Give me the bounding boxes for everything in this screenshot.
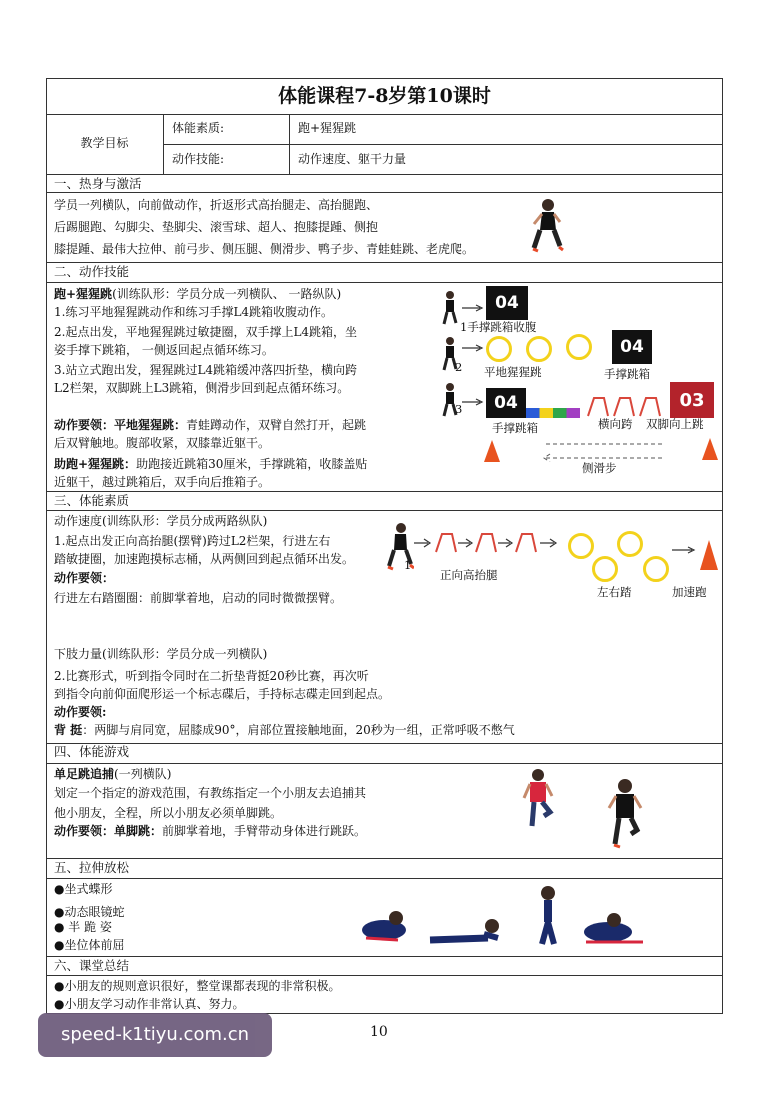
arrow-icon: [462, 398, 484, 406]
divider: [46, 192, 723, 193]
arrow-icon: [672, 546, 696, 554]
diagram-caption: 平地猩猩跳: [484, 365, 542, 379]
game-req-text: 前脚掌着地，手臂带动身体进行跳跃。: [162, 824, 367, 838]
divider: [46, 174, 723, 175]
speed-req-text: 行进左右踏圈圈：前脚掌着地，启动的同时微微摆臂。: [54, 591, 343, 605]
agility-ring: [568, 533, 594, 559]
section-heading-warmup: 一、热身与激活: [54, 176, 142, 191]
divider: [164, 144, 723, 145]
game-formation: (一列横队): [114, 767, 172, 781]
section-heading-stretch: 五、拉伸放松: [54, 860, 130, 875]
agility-ring: [526, 336, 552, 362]
warmup-line: 后踢腿跑、勾脚尖、垫脚尖、滚雪球、超人、抱膝提踵、侧抱: [54, 220, 379, 234]
folding-mat: [526, 408, 580, 418]
marker-cone: [702, 438, 718, 460]
marker-cone: [700, 540, 718, 570]
quality-label: 体能素质:: [172, 121, 225, 135]
section-heading-skills: 二、动作技能: [54, 264, 130, 279]
section-heading-fitness: 三、体能素质: [54, 493, 130, 508]
divider: [46, 858, 723, 859]
assist-text: 近躯干，越过跳箱后，双手向后推箱子。: [54, 475, 271, 489]
assist-text: 助跑接近跳箱30厘米，手撑跳箱，收膝盖贴: [136, 457, 368, 471]
speed-line: 踏敏捷圈，加速跑摸标志桶，从两侧回到起点循环出发。: [54, 552, 355, 566]
game-line: 划定一个指定的游戏范围，有教练指定一个小朋友去追捕其: [54, 786, 367, 800]
speed-req-label: 动作要领：: [54, 571, 115, 585]
step-number: 1: [404, 558, 412, 572]
warmup-line: 膝提踵、最伟大拉伸、前弓步、侧压腿、侧滑步、鸭子步、青蛙蛙跳、老虎爬。: [54, 242, 475, 256]
hopping-child-image: [520, 768, 556, 830]
divider: [46, 975, 723, 976]
diagram-caption: 侧滑步: [582, 461, 617, 475]
hurdles-with-arrows: [414, 530, 559, 556]
diagram-caption: 手撑跳箱: [604, 367, 650, 381]
lower-body-line: 到指令向前仰面爬形运一个标志碟后，手持标志碟走回到起点。: [54, 687, 391, 701]
jump-box-l4: 04: [486, 388, 526, 418]
skill-subtitle: 跑+猩猩跳: [54, 287, 113, 301]
skill-req-text: 后双臂触地。腹部收紧，双膝靠近躯干。: [54, 436, 271, 450]
agility-ring: [486, 336, 512, 362]
step-number: 2: [455, 360, 463, 374]
agility-ring: [617, 531, 643, 557]
divider: [46, 956, 723, 957]
skill-line: 3.站立式跑出发，猩猩跳过L4跳箱缓冲落四折垫，横向跨: [54, 363, 358, 377]
hopping-child-image: [605, 778, 645, 850]
skill-formation: (训练队形：学员分成一列横队、 一路纵队): [112, 287, 342, 301]
jump-box-l4: 04: [486, 286, 528, 320]
step-number: 3: [455, 402, 463, 416]
running-child-image: [528, 198, 564, 256]
skill-line: 1.练习平地猩猩跳动作和练习手撑L4跳箱收腹动作。: [54, 305, 334, 319]
jump-box-l3: 03: [670, 382, 714, 418]
diagram-caption: 加速跑: [672, 585, 707, 599]
divider: [46, 282, 723, 283]
skill-value: 动作速度、躯干力量: [298, 152, 407, 166]
back-bridge-text: ：两脚与肩同宽，屈膝成90°，肩部位置接触地面，20秒为一组，正常呼吸不憋气: [82, 723, 515, 737]
stretch-item: ●坐位体前屈: [54, 938, 125, 952]
stretch-item: ● 半 跪 姿: [54, 920, 112, 934]
stretch-item: ●动态眼镜蛇: [54, 905, 125, 919]
page-title: 体能课程7-8岁第10课时: [278, 85, 491, 107]
stretch-poses-image: [358, 882, 653, 954]
skill-line: L2栏架，双脚跳上L3跳箱，侧滑步回到起点循环练习。: [54, 381, 350, 395]
game-title: 单足跳追捕: [54, 767, 115, 781]
summary-item: ●小朋友学习动作非常认真、努力。: [54, 997, 245, 1011]
side-slide-arrows: [540, 440, 670, 462]
summary-item: ●小朋友的规则意识很好，整堂课都表现的非常积极。: [54, 979, 341, 993]
diagram-caption: 正向高抬腿: [440, 568, 498, 582]
divider: [46, 491, 723, 492]
lower-body-line: 2.比赛形式，听到指令同时在二折垫背挺20秒比赛，再次听: [54, 669, 369, 683]
stretch-item: ●坐式蝶形: [54, 882, 113, 896]
skill-req-text: 青蛙蹲动作，双臂自然打开，起跳: [186, 418, 367, 432]
agility-ring: [643, 556, 669, 582]
lower-body-title: 下肢力量(训练队形：学员分成一列横队): [54, 647, 268, 661]
divider: [46, 262, 723, 263]
goals-label: 教学目标: [80, 136, 129, 150]
assist-label: 助跑+猩猩跳：: [54, 457, 137, 471]
speed-title: 动作速度(训练队形：学员分成两路纵队): [54, 514, 268, 528]
watermark-badge: speed-k1tiyu.com.cn: [38, 1013, 272, 1057]
diagram-caption: 横向跨: [598, 417, 633, 431]
back-bridge-label: 背 挺: [54, 723, 83, 737]
skill-line: 姿手撑下跳箱， 一侧返回起点循环练习。: [54, 343, 274, 357]
agility-ring: [566, 334, 592, 360]
arrow-icon: [462, 344, 484, 352]
skill-label: 动作技能:: [172, 152, 225, 166]
agility-ring: [592, 556, 618, 582]
speed-line: 1.起点出发正向高抬腿(摆臂)跨过L2栏架，行进左右: [54, 534, 331, 548]
diagram-caption: 1手撑跳箱收腹: [460, 320, 537, 334]
diagram-caption: 左右踏: [597, 585, 632, 599]
lower-req-label: 动作要领:: [54, 705, 107, 719]
section-heading-game: 四、体能游戏: [54, 744, 130, 759]
game-req-label: 动作要领：单脚跳：: [54, 824, 163, 838]
divider: [46, 114, 723, 115]
divider: [46, 743, 723, 744]
jump-box-l4: 04: [612, 330, 652, 364]
skill-req-label: 动作要领：平地猩猩跳：: [54, 418, 187, 432]
quality-value: 跑+猩猩跳: [298, 121, 357, 135]
child-figure-icon: [440, 290, 460, 326]
page-number: 10: [370, 1024, 388, 1040]
warmup-line: 学员一列横队，向前做动作，折返形式高抬腿走、高抬腿跑、: [54, 198, 379, 212]
diagram-caption: 双脚向上跳: [646, 417, 704, 431]
skill-line: 2.起点出发，平地猩猩跳过敏捷圈，双手撑上L4跳箱，坐: [54, 325, 358, 339]
hurdles: [584, 392, 664, 418]
section-heading-summary: 六、课堂总结: [54, 958, 130, 973]
arrow-icon: [462, 304, 484, 312]
game-line: 他小朋友，全程，所以小朋友必须单脚跳。: [54, 806, 283, 820]
divider: [46, 878, 723, 879]
marker-cone: [484, 440, 500, 462]
diagram-caption: 手撑跳箱: [492, 421, 538, 435]
